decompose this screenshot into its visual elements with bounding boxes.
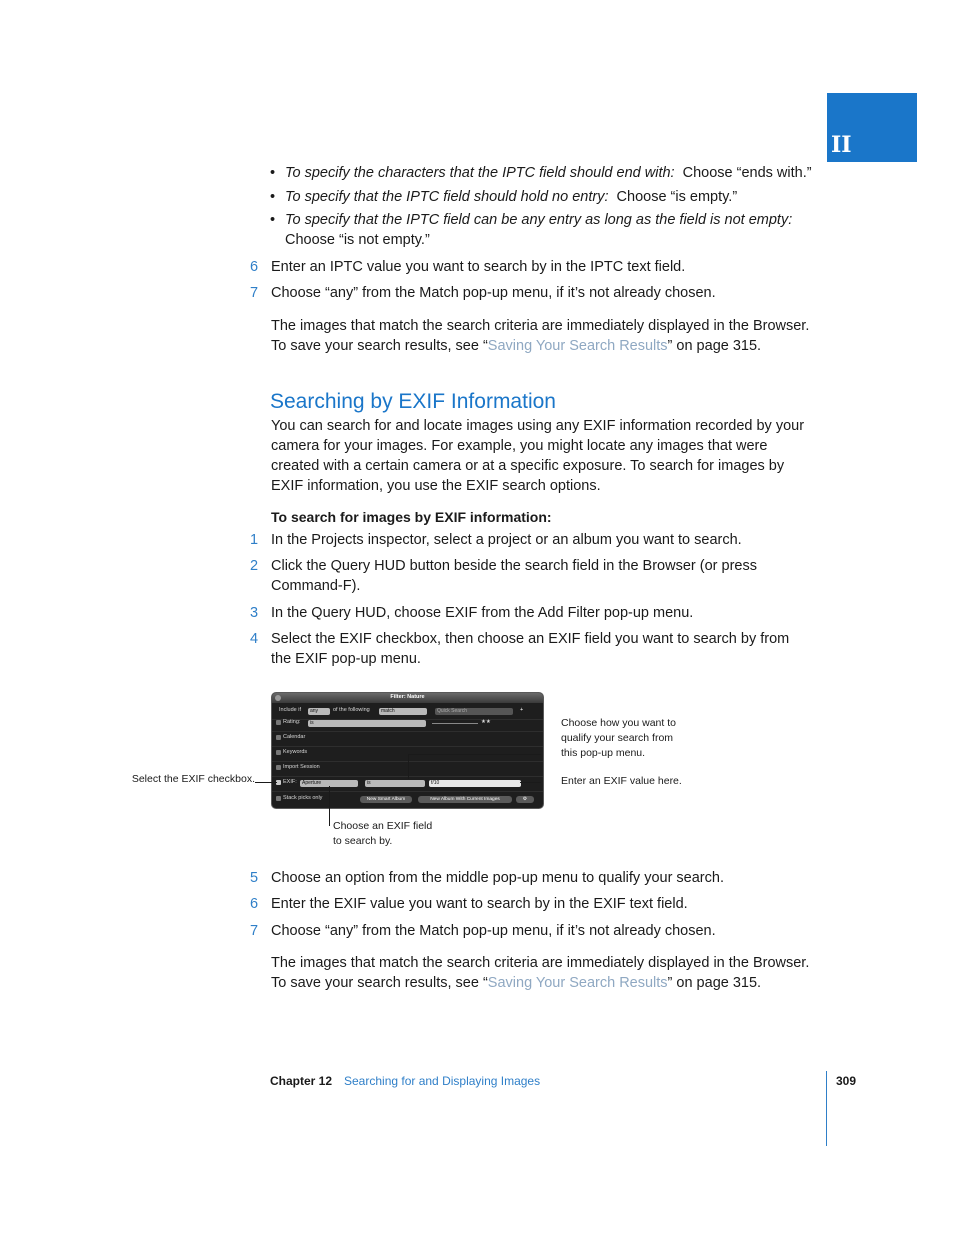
step-text: Select the EXIF checkbox, then choose an EXIF field you want to search by from the EXIF pop-up menu. (271, 631, 790, 667)
chapter-title: Searching for and Displaying Images (344, 1074, 541, 1088)
cross-reference-link[interactable]: Saving Your Search Results (487, 975, 668, 991)
step-number: 4 (250, 631, 259, 647)
exif-label: EXIF: (283, 779, 297, 785)
gear-icon[interactable]: ⚙ (516, 796, 534, 803)
paragraph-text: ” on page 315. (667, 338, 762, 354)
stack-picks-checkbox[interactable] (276, 796, 281, 801)
step-text: Choose an option from the middle pop-up menu to qualify your search. (271, 870, 724, 886)
step-number: 6 (250, 896, 259, 912)
calendar-label: Calendar (283, 734, 306, 740)
rating-checkbox[interactable] (276, 720, 281, 725)
callout-exif-value: Enter an EXIF value here. (561, 775, 682, 787)
paragraph (271, 316, 826, 356)
step-text: In the Query HUD, choose EXIF from the Add Filter pop-up menu. (271, 605, 694, 621)
step-item (250, 530, 820, 550)
bullet-item (270, 163, 830, 183)
add-filter-button[interactable]: + (520, 707, 524, 713)
callout-line (408, 754, 409, 779)
new-album-current-images-button[interactable]: New Album With Current Images (418, 796, 512, 803)
page-number: 309 (836, 1074, 857, 1088)
step-text: Enter the EXIF value you want to search by in the EXIF text field. (271, 896, 688, 912)
intro-paragraph: You can search for and locate images using any EXIF information recorded by your camera for your images. For example, you might locate any images that were created with a certain camera or at a specific exposure. To search for images by EXIF information, you use the EXIF search options. (271, 418, 805, 494)
new-smart-album-button[interactable]: New Smart Album (360, 796, 412, 803)
bullet-italic: To specify the characters that the IPTC field should end with: (285, 165, 675, 181)
callout-qualify-popup: Choose how you want to qualify your search from this pop-up menu. (561, 717, 676, 759)
step-item (250, 629, 810, 669)
paragraph (271, 953, 819, 993)
rating-stars: ★★ (481, 719, 491, 725)
step-number: 2 (250, 558, 259, 574)
hud-bottom-bar (272, 792, 543, 807)
bullet-item (270, 210, 818, 250)
step-text: In the Projects inspector, select a project or an album you want to search. (271, 532, 742, 548)
step-item (250, 868, 820, 888)
step-number: 6 (250, 259, 259, 275)
step-text: Choose “any” from the Match pop-up menu, if it’s not already chosen. (271, 285, 716, 301)
paragraph-text: The images that match the search criteria are immediately displayed in the Browser. To save your search results, see “ (271, 318, 810, 354)
step-item (250, 257, 820, 277)
exif-value-field[interactable]: f/10 (429, 780, 521, 787)
rating-operator-popup[interactable]: is (308, 720, 426, 727)
step-text: Enter an IPTC value you want to search by in the IPTC text field. (271, 259, 686, 275)
rating-slider[interactable] (432, 723, 478, 724)
callout-line (255, 782, 277, 783)
keywords-checkbox[interactable] (276, 750, 281, 755)
rating-label: Rating: (283, 719, 301, 725)
step-number: 3 (250, 605, 259, 621)
task-heading: To search for images by EXIF information: (271, 509, 552, 525)
hud-calendar-row (272, 731, 543, 747)
any-popup[interactable]: any (308, 708, 330, 715)
bullet-italic: To specify that the IPTC field can be any entry as long as the field is not empty: (285, 212, 793, 228)
callout-line (329, 786, 330, 826)
keywords-label: Keywords (283, 749, 308, 755)
exif-field-popup[interactable]: Aperture (300, 780, 358, 787)
quick-search-field[interactable]: Quick Search (435, 708, 513, 715)
import-session-label: Import Session (283, 764, 320, 770)
cross-reference-link[interactable]: Saving Your Search Results (487, 338, 668, 354)
exif-operator-popup[interactable]: is (365, 780, 425, 787)
step-number: 1 (250, 532, 259, 548)
bullet-dot: • (270, 189, 276, 205)
import-session-checkbox[interactable] (276, 765, 281, 770)
step-item (250, 894, 820, 914)
callout-select-checkbox: Select the EXIF checkbox. (131, 773, 255, 785)
bullet-plain: Choose “ends with.” (682, 165, 812, 181)
step-number: 7 (250, 285, 259, 301)
callout-line (408, 754, 541, 755)
hud-rating-row (272, 716, 543, 732)
bullet-plain: Choose “is empty.” (616, 189, 738, 205)
step-item (250, 283, 820, 303)
section-heading: Searching by EXIF Information (270, 390, 556, 413)
step-item (250, 603, 820, 623)
stack-picks-label: Stack picks only (283, 795, 323, 801)
hud-titlebar (272, 693, 543, 703)
step-text: Click the Query HUD button beside the search field in the Browser (or press Command-F). (271, 558, 757, 594)
section-tab-label: II (831, 132, 852, 158)
step-number: 5 (250, 870, 259, 886)
callout-exif-field: Choose an EXIF field to search by. (333, 820, 433, 847)
paragraph-text: ” on page 315. (667, 975, 762, 991)
step-number: 7 (250, 923, 259, 939)
callout-line (520, 782, 541, 783)
bullet-dot: • (270, 165, 276, 181)
bullet-italic: To specify that the IPTC field should hold no entry: (285, 189, 609, 205)
query-hud-screenshot (271, 692, 544, 809)
chapter-label: Chapter 12 (270, 1074, 333, 1088)
step-text: Choose “any” from the Match pop-up menu, if it’s not already chosen. (271, 923, 716, 939)
paragraph-text: The images that match the search criteria are immediately displayed in the Browser. To save your search results, see “ (271, 955, 810, 991)
include-if-label: Include if (279, 707, 302, 713)
step-item (250, 921, 820, 941)
match-popup[interactable]: match (379, 708, 427, 715)
bullet-plain: Choose “is not empty.” (285, 232, 430, 248)
calendar-checkbox[interactable] (276, 735, 281, 740)
step-item (250, 556, 770, 596)
section-tab (827, 93, 917, 162)
of-following-label: of the following (333, 707, 370, 713)
hud-title: Filter: Nature (390, 694, 425, 700)
bullet-item (270, 187, 830, 207)
bullet-dot: • (270, 212, 276, 228)
footer-divider (826, 1071, 827, 1146)
